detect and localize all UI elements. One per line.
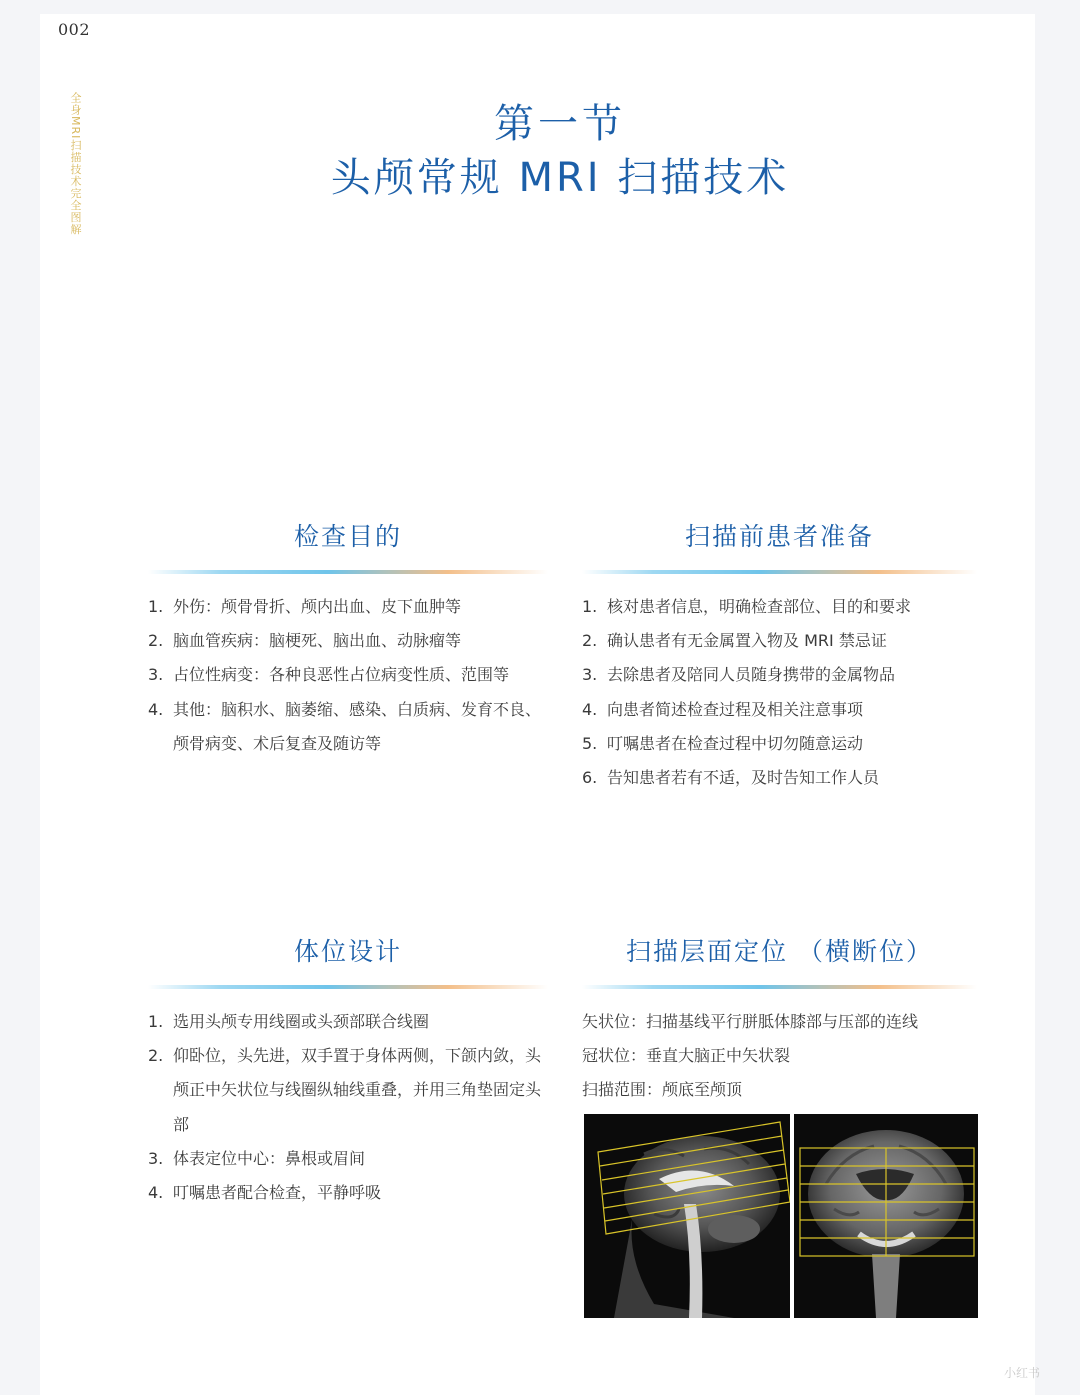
list-item-text: 外伤：颅骨骨折、颅内出血、皮下血肿等 [173,597,462,616]
preparation-list [582,590,977,795]
side-running-title: 全身MRI扫描技术完全图解 [69,92,82,236]
watermark: 小红书 [1004,1366,1041,1380]
list-item [148,693,548,761]
list-item-number: 3. [148,665,164,685]
purpose-section [148,520,548,761]
list-item-text: 去除患者及陪同人员随身携带的金属物品 [607,665,896,685]
scan-plane-line-range: 扫描范围：颅底至颅顶 [582,1080,743,1100]
list-item-text: 告知患者若有不适，及时告知工作人员 [607,768,880,788]
list-item-number: 4. [582,699,598,719]
list-item-text: 确认患者有无金属置入物及 MRI 禁忌证 [607,631,887,651]
list-item [148,1005,548,1039]
list-item-text: 仰卧位，头先进，双手置于身体两侧，下颌内敛，头颅正中矢状位与线圈纵轴线重叠，并用三角垫固定头部 [173,1046,542,1134]
section-title-line2: 头颅常规 MRI 扫描技术 [330,155,790,201]
list-item-number: 2. [148,631,164,651]
list-item [148,624,548,658]
list-item-text: 脑血管疾病：脑梗死、脑出血、动脉瘤等 [173,631,462,651]
scan-plane-lines [582,1005,977,1108]
list-item [148,590,548,624]
list-item-number: 2. [148,1046,164,1066]
mri-localizer-figure [584,1114,978,1318]
list-item [582,624,977,658]
list-item [148,1176,548,1210]
positioning-divider [148,985,548,989]
list-item [582,590,977,624]
list-item-number: 2. [582,631,598,651]
purpose-heading: 检查目的 [293,522,402,551]
list-item [582,761,977,795]
list-item-number: 3. [582,665,598,685]
list-item [582,727,977,761]
list-item-number: 6. [582,768,598,788]
list-item-number: 5. [582,733,598,753]
section-title-line1: 第一节 [494,101,626,147]
list-item-number: 4. [148,699,164,719]
positioning-section [148,935,548,1210]
list-item-number: 1. [582,597,598,616]
positioning-heading: 体位设计 [293,937,402,966]
list-item-number: 1. [148,1012,164,1031]
list-item [148,1142,548,1176]
list-item [148,1039,548,1142]
list-item-text: 体表定位中心：鼻根或眉间 [173,1148,366,1168]
list-item-text: 其他：脑积水、脑萎缩、感染、白质病、发育不良、颅骨病变、术后复查及随访等 [173,699,542,753]
list-item-text: 叮嘱患者在检查过程中切勿随意运动 [607,733,864,753]
coronal-mri-image [794,1114,978,1318]
list-item [582,693,977,727]
mri-localizer-svg [584,1114,978,1318]
list-item-text: 核对患者信息，明确检查部位、目的和要求 [607,597,912,616]
list-item-number: 4. [148,1183,164,1203]
preparation-heading: 扫描前患者准备 [684,522,874,551]
list-item-text: 向患者简述检查过程及相关注意事项 [607,699,864,719]
list-item-number: 3. [148,1148,164,1168]
scan-plane-heading: 扫描层面定位 （横断位） [626,937,933,966]
list-item-number: 1. [148,597,164,616]
scan-plane-line-sagittal: 矢状位：扫描基线平行胼胝体膝部与压部的连线 [582,1012,919,1031]
purpose-list [148,590,548,761]
purpose-divider [148,570,548,574]
list-item-text: 占位性病变：各种良恶性占位病变性质、范围等 [173,665,510,685]
list-item-text: 叮嘱患者配合检查，平静呼吸 [173,1183,382,1203]
preparation-section [582,520,977,795]
positioning-list [148,1005,548,1210]
scan-plane-line-coronal: 冠状位：垂直大脑正中矢状裂 [582,1046,791,1066]
list-item [148,658,548,692]
list-item [582,658,977,692]
scan-plane-divider [582,985,977,989]
scan-plane-section [582,935,977,1108]
page-number: 002 [58,20,91,39]
list-item-text: 选用头颅专用线圈或头颈部联合线圈 [173,1012,430,1031]
sagittal-mri-image [584,1114,790,1318]
preparation-divider [582,570,977,574]
